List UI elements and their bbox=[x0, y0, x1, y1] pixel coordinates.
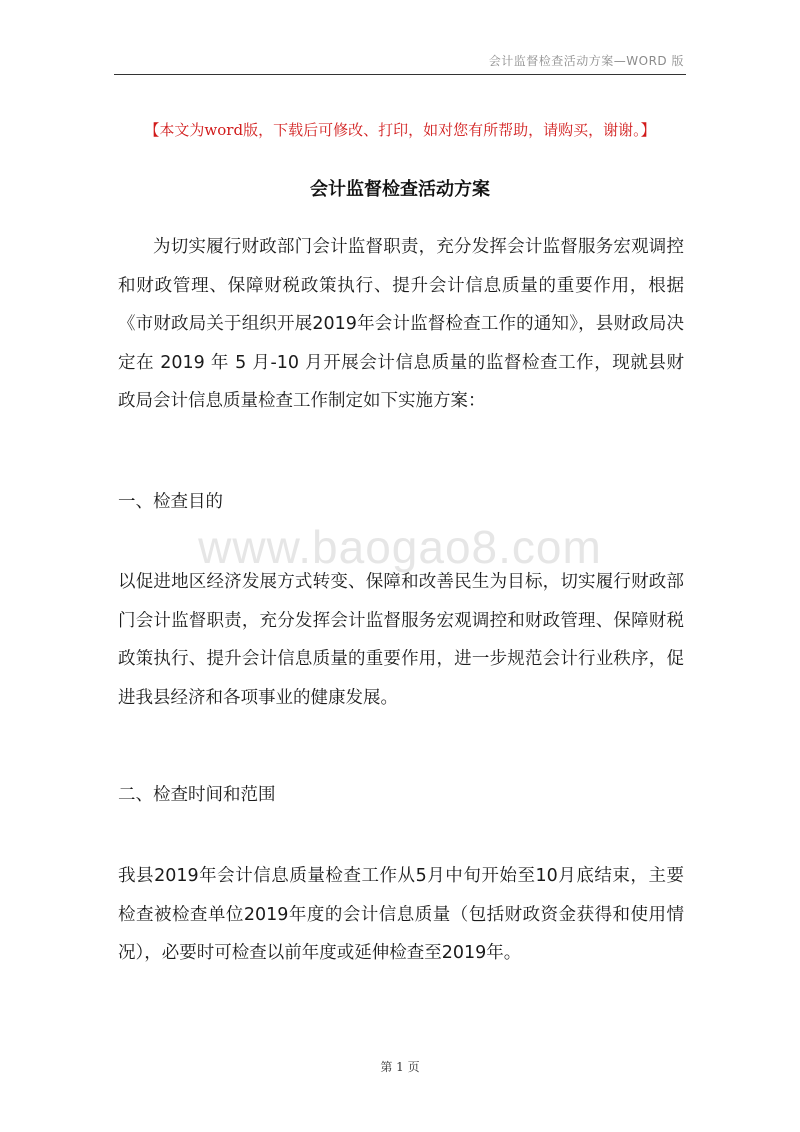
running-header: 会计监督检查活动方案—WORD 版 bbox=[488, 54, 684, 68]
section-body-scope: 我县2019年会计信息质量检查工作从5月中旬开始至10月底结束，主要检查被检查单位2019年度的会计信息质量（包括财政资金获得和使用情况），必要时可检查以前年度或延伸检查至2019年。 bbox=[118, 866, 684, 963]
page-number: 第 1 页 bbox=[380, 1060, 420, 1074]
watermark: www.baogao8.com bbox=[198, 521, 602, 573]
purchase-notice: 【本文为word版，下载后可修改、打印，如对您有所帮助，请购买，谢谢。】 bbox=[144, 121, 656, 139]
section-body-purpose: 以促进地区经济发展方式转变、保障和改善民生为目标，切实履行财政部门会计监督职责，充分发挥会计监督服务宏观调控和财政管理、保障财税政策执行、提升会计信息质量的重要作用，进一步规范会计行业秩序，促进我县经济和各项事业的健康发展。 bbox=[118, 572, 684, 708]
section-heading-purpose: 一、检查目的 bbox=[118, 492, 223, 512]
document-title: 会计监督检查活动方案 bbox=[310, 179, 490, 200]
section-heading-scope: 二、检查时间和范围 bbox=[118, 785, 276, 805]
intro-paragraph: 为切实履行财政部门会计监督职责，充分发挥会计监督服务宏观调控和财政管理、保障财税政策执行、提升会计信息质量的重要作用，根据《市财政局关于组织开展2019年会计监督检查工作的通知》，县财政局决定在 2019 年 5 月-10 月开展会计信息质量的监督检查工作，现就县财政局会计信息质量检查工作制定如下实施方案： bbox=[118, 237, 684, 411]
header-divider bbox=[114, 74, 686, 75]
